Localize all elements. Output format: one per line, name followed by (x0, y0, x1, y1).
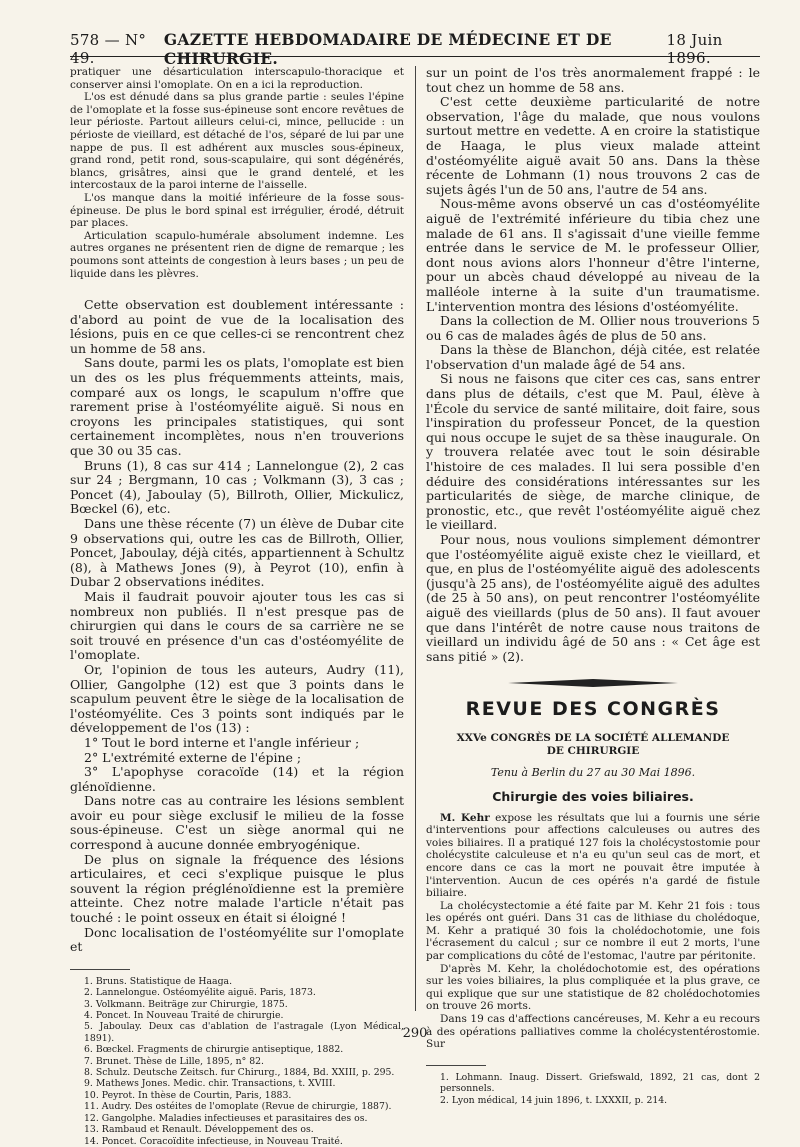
footnote: 5. Jaboulay. Deux cas d'ablation de l'astragale (Lyon Médical, 1891). (84, 1021, 404, 1044)
right-column (426, 66, 760, 1106)
paragraph: C'est cette deuxième particularité de notre observation, l'âge du malade, que nous voulons surtout mettre en vedette. A en croire la statistique de Haaga, le plus vieux malade atteint d'ostéomyélite aiguë avait 50 ans. Dans la thèse récente de Lohmann (1) nous trouvons 2 cas de sujets âgés l'un de 50 ans, l'autre de 54 ans. (426, 94, 760, 197)
footnote: 12. Gangolphe. Maladies infectieuses et parasitaires des os. (84, 1112, 368, 1124)
footnote-rule (426, 1065, 486, 1066)
paragraph (426, 812, 760, 900)
paragraph: La cholécystectomie a été faite par M. Kehr 21 fois : tous les opérés ont guéri. Dans 31 cas de lithiase du cholédoque, M. Kehr a pratiqué 30 fois la cholédochotomie, une fois l'écrasement du calcul ; sur ce nombre il eut 2 morts, l'une par complications du côté de l'estomac, l'autre par péritonite. (426, 899, 760, 963)
footnote: 3. Volkmann. Beiträge zur Chirurgie, 1875. (84, 998, 288, 1010)
section-title: REVUE DES CONGRÈS (465, 698, 721, 721)
footnote: 2. Lannelongue. Ostéomyélite aiguë. Paris, 1873. (84, 987, 316, 999)
paragraph: Bruns (1), 8 cas sur 414 ; Lannelongue (2), 2 cas sur 24 ; Bergmann, 10 cas ; Volkmann (3), 3 cas ; Poncet (4), Jaboulay (5), Billroth, Ollier, Mickulicz, Bœckel (6), etc. (70, 457, 404, 517)
footnote-rule (70, 969, 130, 970)
footnote: 14. Poncet. Coracoïdite infectieuse, in Nouveau Traité. (84, 1135, 343, 1147)
paragraph: D'après M. Kehr, la cholédochotomie est, des opérations sur les voies biliaires, la plus compliquée et la plus grave, ce qui explique que sur une statistique de 82 cholédochotomies on trouve 26 morts. (426, 962, 760, 1013)
running-header (70, 30, 760, 68)
speaker-name: M. Kehr (440, 811, 490, 824)
paragraph: Dans la thèse de Blanchon, déjà citée, est relatée l'observation d'un malade âgé de 54 ans. (426, 342, 760, 372)
paragraph: Nous-même avons observé un cas d'ostéomyélite aiguë de l'extrémité inférieure du tibia chez une malade de 61 ans. Il s'agissait d'une vieille femme entrée dans le service de M. le professeur Ollier, dont nous avions alors l'honneur d'être l'interne, pour un abcès chaud développé au niveau de la malléole interne à la suite d'un traumatisme. L'intervention montra des lésions d'ostéomyélite. (426, 196, 760, 314)
paragraph: Cette observation est doublement intéressante : d'abord au point de vue de la localisation des lésions, puis en ce que celles-ci se rencontrent chez un homme de 58 ans. (70, 297, 404, 356)
paragraph: Mais il faudrait pouvoir ajouter tous les cas si nombreux non publiés. Il n'est presque pas de chirurgien qui dans le cours de sa carrière ne se soit trouvé en présence d'un cas d'ostéomyélite de l'omoplate. (70, 588, 404, 663)
observation-block (70, 66, 404, 280)
congress-title-line: DE CHIRURGIE (546, 744, 640, 757)
left-footnotes (70, 976, 404, 1147)
issue-date: 18 Juin 1896. (666, 31, 723, 67)
conclusion-block (426, 66, 760, 664)
footnote: 13. Rambaud et Renault. Développement des os. (84, 1124, 314, 1136)
footnote: 10. Peyrot. In thèse de Courtin, Paris, 1883. (84, 1089, 292, 1101)
paragraph: Pour nous, nous voulions simplement démontrer que l'ostéomyélite aiguë existe chez le vieillard, et que, en plus de l'ostéomyélite aiguë des adolescents (jusqu'à 25 ans), de l'ostéomyélite aiguë des adultes (de 25 à 50 ans), on peut rencontrer l'ostéomyélite aiguë des vieillards (plus de 50 ans). Il faut avouer que dans l'intérêt de notre cause nous traitons de vieillard un individu âgé de 50 ans : « Cet âge est sans pitié » (2). (426, 532, 760, 664)
subsection-title: Chirurgie des voies biliaires. (492, 788, 694, 804)
commentary-block (70, 298, 404, 955)
paragraph: Dans la collection de M. Ollier nous trouverions 5 ou 6 cas de malades âgés de plus de 50 ans. (426, 313, 760, 343)
paragraph: Donc localisation de l'ostéomyélite sur l'omoplate et (70, 924, 404, 955)
list-item: 3° L'apophyse coracoïde (14) et la région glénoïdienne. (70, 764, 404, 794)
paragraph: Dans 19 cas d'affections cancéreuses, M. Kehr a eu recours à des opérations palliatives comme la cholécystentérostomie. Sur (426, 1013, 760, 1051)
paragraph: sur un point de l'os très anormalement frappé : le tout chez un homme de 58 ans. (426, 65, 760, 95)
congress-title (426, 732, 760, 757)
paragraph: Dans une thèse récente (7) un élève de Dubar cite 9 observations qui, outre les cas de Billroth, Ollier, Poncet, Jaboulay, déjà cités, appartiennent à Schultz (8), à Mathews Jones (9), à Peyrot (10), enfin à Dubar 2 observations inédites. (70, 516, 404, 590)
footnote: 9. Mathews Jones. Medic. chir. Transactions, t. XVIII. (84, 1078, 336, 1090)
list-item: 2° L'extrémité externe de l'épine ; (84, 749, 302, 765)
header-page-number: 578 — N° 49. (70, 31, 147, 67)
paragraph: Dans notre cas au contraire les lésions semblent avoir eu pour siège exclusif le milieu de la fosse sous-épineuse. C'est un siège anormal qui ne correspond à aucune donnée embryogénique. (70, 793, 404, 853)
page-number: 290 (402, 1026, 428, 1041)
paragraph-text: expose les résultats que lui a fournis une série d'interventions pour affections calculeuses ou autres des voies biliaires. Il a pratiqué 127 fois la cholécystostomie pour cholécystite calculeuse et n'a eu qu'un seul cas de mort, et encore dans ce cas la mort ne pouvait être imputée à l'intervention. Aucun de ces opérés n'a gardé de fistule biliaire. (426, 811, 760, 900)
right-footnotes (426, 1072, 760, 1106)
paragraph: pratiquer une désarticulation interscapulo-thoracique et conserver ainsi l'omoplate. On en a ici la reproduction. (70, 66, 404, 91)
footnote: 2. Lyon médical, 14 juin 1896, t. LXXXII, p. 214. (440, 1094, 668, 1106)
congress-title-line: XXVe CONGRÈS DE LA SOCIÉTÉ ALLEMANDE (456, 732, 730, 745)
journal-title: GAZETTE HEBDOMADAIRE DE MÉDECINE ET DE CHIRURGIE. (163, 30, 612, 68)
paragraph: L'os est dénudé dans sa plus grande partie : seules l'épine de l'omoplate et la fosse sus-épineuse sont encore revêtues de leur périoste. Partout ailleurs celui-ci, mince, pellucide : un périoste de vieillard, est détaché de l'os, séparé de lui par une nappe de pus. Il est adhérent aux muscles sous-épineux, grand rond, petit rond, sous-scapulaire, qui sont dégénérés, blancs, grisâtres, ainsi que le grand dentelé, et les intercostaux de la paroi interne de l'aisselle. (70, 91, 404, 192)
kehr-report (426, 812, 760, 1051)
footnote: 11. Audry. Des ostéites de l'omoplate (Revue de chirurgie, 1887). (84, 1101, 392, 1113)
footnote: 1. Lohmann. Inaug. Dissert. Griefswald, 1892, 21 cas, dont 2 personnels. (440, 1071, 760, 1095)
paragraph: De plus on signale la fréquence des lésions articulaires, et ceci s'explique puisque le plus souvent la région préglénoïdienne est la première atteinte. Chez notre malade l'article n'était pas touché : le point osseux en était si éloigné ! (70, 851, 404, 926)
left-column (70, 66, 404, 1147)
footnote: 7. Brunet. Thèse de Lille, 1895, n° 82. (84, 1055, 265, 1067)
paragraph: Sans doute, parmi les os plats, l'omoplate est bien un des os les plus fréquemments atteints, mais, comparé aux os longs, le scapulum n'offre que rarement prise à l'ostéomyélite aiguë. Si nous en croyons les principales statistiques, qui sont certainement incomplètes, nous n'en trouverions que 30 ou 35 cas. (70, 355, 404, 459)
footnote: 8. Schulz. Deutsche Zeitsch. fur Chirurg., 1884, Bd. XXIII, p. 295. (84, 1067, 395, 1079)
column-divider (415, 66, 416, 1011)
list-item: 1° Tout le bord interne et l'angle inférieur ; (84, 734, 360, 750)
page (70, 30, 760, 1147)
footnote: 4. Poncet. In Nouveau Traité de chirurgie. (84, 1010, 284, 1022)
footnote: 1. Bruns. Statistique de Haaga. (84, 975, 233, 987)
paragraph: Si nous ne faisons que citer ces cas, sans entrer dans plus de détails, c'est que M. Paul, élève à l'École du service de santé militaire, doit faire, sous l'inspiration du professeur Poncet, de la question qui nous occupe le sujet de sa thèse inaugurale. On y trouvera relatée avec tout le soin désirable l'histoire de ces malades. Il lui sera possible d'en déduire des considérations intéressantes sur les particularités de siège, de marche clinique, de pronostic, etc., que revêt l'ostéomyélite aiguë chez le vieillard. (426, 371, 760, 533)
paragraph: L'os manque dans la moitié inférieure de la fosse sous-épineuse. De plus le bord spinal est irrégulier, érodé, détruit par places. (70, 191, 404, 230)
ornament-rule (508, 678, 678, 688)
footnote: 6. Bœckel. Fragments de chirurgie antiseptique, 1882. (84, 1044, 344, 1056)
paragraph: Or, l'opinion de tous les auteurs, Audry (11), Ollier, Gangolphe (12) est que 3 points dans le scapulum peuvent être le siège de la localisation de l'ostéomyélite. Ces 3 points sont indiqués par le développement de l'os (13) : (70, 661, 404, 736)
paragraph: Articulation scapulo-humérale absolument indemne. Les autres organes ne présentent rien de digne de remarque ; les poumons sont atteints de congestion à leurs bases ; un peu de liquide dans les plèvres. (70, 229, 404, 280)
congress-date: Tenu à Berlin du 27 au 30 Mai 1896. (490, 765, 696, 779)
